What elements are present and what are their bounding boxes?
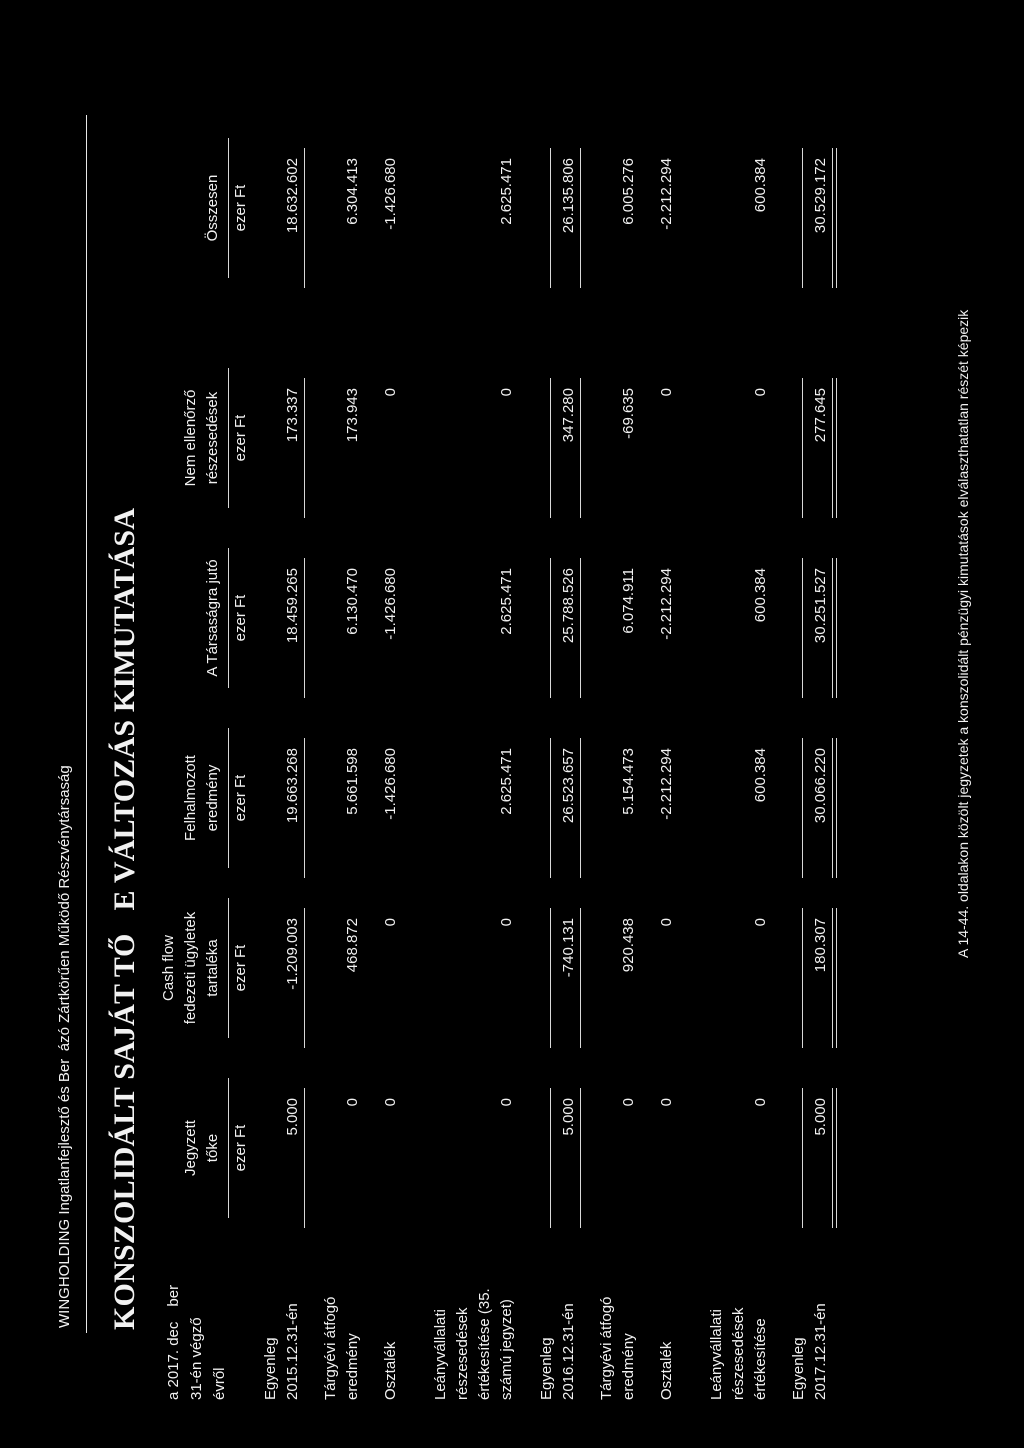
row-label: eredmény (620, 1333, 637, 1400)
column-header-underline (228, 728, 229, 868)
table-cell: 5.000 (284, 1098, 301, 1136)
row-label: értékesítése (752, 1318, 769, 1400)
row-label: 2017.12.31-én (812, 1303, 829, 1400)
row-label: Osztalék (382, 1341, 399, 1400)
subtotal-rule (550, 558, 551, 698)
balance-rule (304, 738, 305, 878)
table-cell: -1.426.680 (382, 748, 399, 820)
table-cell: 19.663.268 (284, 748, 301, 824)
table-cell: 0 (344, 1098, 361, 1107)
table-cell: 5.000 (812, 1098, 829, 1136)
table-cell: 0 (498, 1098, 515, 1107)
table-cell: -1.426.680 (382, 568, 399, 640)
balance-rule (580, 1088, 581, 1228)
period-line-2: 31-én végző (188, 1317, 205, 1400)
subtotal-rule (550, 1088, 551, 1228)
table-cell: 0 (752, 388, 769, 397)
total-double-rule (832, 148, 837, 288)
table-cell: 18.632.602 (284, 158, 301, 234)
table-cell: 25.788.526 (560, 568, 577, 644)
row-label: Tárgyévi átfogó (598, 1296, 615, 1400)
row-label: részesedések (730, 1307, 747, 1400)
table-cell: -2.212.294 (658, 748, 675, 820)
subtotal-rule (802, 908, 803, 1048)
balance-rule (580, 148, 581, 288)
row-label: Tárgyévi átfogó (322, 1296, 339, 1400)
table-cell: 30.529.172 (812, 158, 829, 234)
period-line-3: évről (211, 1367, 228, 1400)
table-cell: -2.212.294 (658, 568, 675, 640)
table-cell: 277.645 (812, 388, 829, 443)
table-cell: 6.130.470 (344, 568, 361, 635)
table-cell: 18.459.265 (284, 568, 301, 644)
table-cell: 0 (382, 1098, 399, 1107)
column-header-line3: tartaléka (204, 939, 221, 997)
table-cell: 0 (658, 1098, 675, 1107)
column-header-line2: fedezeti ügyletek (182, 911, 199, 1025)
table-cell: 0 (498, 918, 515, 927)
subtotal-rule (550, 378, 551, 518)
column-header-underline (228, 898, 229, 1038)
column-unit: ezer Ft (232, 1124, 249, 1172)
row-label: Egyenleg (262, 1337, 279, 1400)
column-header-line3: A Társaságra jutó (204, 559, 221, 677)
column-header-line3: tőke (204, 1133, 221, 1163)
column-header-underline (228, 368, 229, 508)
row-label: 2015.12.31-én (284, 1303, 301, 1400)
table-cell: -740.131 (560, 918, 577, 978)
row-label: Osztalék (658, 1341, 675, 1400)
row-label: Leányvállalati (432, 1309, 449, 1400)
column-header-line3: eredmény (204, 764, 221, 832)
table-cell: 347.280 (560, 388, 577, 443)
table-cell: 600.384 (752, 748, 769, 803)
row-label: 2016.12.31-én (560, 1303, 577, 1400)
table-cell: -1.209.003 (284, 918, 301, 990)
row-label: Egyenleg (538, 1337, 555, 1400)
column-unit: ezer Ft (232, 414, 249, 462)
subtotal-rule (802, 378, 803, 518)
column-header-line1: Cash flow (160, 935, 177, 1001)
table-cell: 5.154.473 (620, 748, 637, 815)
row-label: értékesítése (35. (476, 1288, 493, 1400)
balance-rule (580, 378, 581, 518)
table-cell: 26.135.806 (560, 158, 577, 234)
column-header-line2: Jegyzett (182, 1120, 199, 1176)
period-line-1: a 2017. dec ber (165, 1284, 182, 1400)
row-label: eredmény (344, 1333, 361, 1400)
table-cell: 30.251.527 (812, 568, 829, 644)
table-cell: 0 (620, 1098, 637, 1107)
table-cell: 26.523.657 (560, 748, 577, 824)
table-cell: 0 (658, 918, 675, 927)
table-cell: 920.438 (620, 918, 637, 973)
table-cell: 0 (498, 388, 515, 397)
column-header-underline (228, 1078, 229, 1218)
table-cell: 2.625.471 (498, 158, 515, 225)
subtotal-rule (550, 738, 551, 878)
table-cell: -2.212.294 (658, 158, 675, 230)
column-header-line3: részesedések (204, 391, 221, 485)
table-cell: 180.307 (812, 918, 829, 973)
balance-rule (304, 908, 305, 1048)
column-header-underline (228, 138, 229, 278)
table-cell: 0 (382, 918, 399, 927)
subtotal-rule (550, 148, 551, 288)
column-header-line2: Nem ellenőrző (182, 389, 199, 487)
column-header-underline (228, 548, 229, 688)
column-header-line3: Összesen (204, 174, 221, 242)
subtotal-rule (802, 738, 803, 878)
table-cell: 0 (752, 918, 769, 927)
balance-rule (580, 908, 581, 1048)
total-double-rule (832, 558, 837, 698)
header-rule (86, 115, 87, 1333)
table-cell: 173.943 (344, 388, 361, 443)
company-header: WINGHOLDING Ingatlanfejlesztő és Ber ázó Zártkörűen Működő Részvénytársaság (56, 765, 73, 1328)
subtotal-rule (802, 148, 803, 288)
table-cell: 30.066.220 (812, 748, 829, 824)
total-double-rule (832, 1088, 837, 1228)
table-cell: 6.005.276 (620, 158, 637, 225)
balance-rule (304, 558, 305, 698)
row-label: részesedések (454, 1307, 471, 1400)
column-unit: ezer Ft (232, 774, 249, 822)
balance-rule (304, 148, 305, 288)
table-cell: 173.337 (284, 388, 301, 443)
row-label: számú jegyzet) (498, 1299, 515, 1400)
table-cell: -69.635 (620, 388, 637, 439)
column-unit: ezer Ft (232, 944, 249, 992)
subtotal-rule (802, 558, 803, 698)
table-cell: 600.384 (752, 158, 769, 213)
subtotal-rule (550, 908, 551, 1048)
table-cell: 2.625.471 (498, 568, 515, 635)
table-cell: 6.074.911 (620, 568, 637, 634)
column-header-line2: Felhalmozott (182, 755, 199, 841)
balance-rule (580, 558, 581, 698)
table-cell: 600.384 (752, 568, 769, 623)
statement-title: KONSZOLIDÁLT SAJÁT TŐ E VÁLTOZÁS KIMUTATÁSA (108, 507, 141, 1330)
subtotal-rule (802, 1088, 803, 1228)
table-cell: 0 (752, 1098, 769, 1107)
table-cell: 0 (658, 388, 675, 397)
total-double-rule (832, 378, 837, 518)
column-unit: ezer Ft (232, 184, 249, 232)
column-unit: ezer Ft (232, 594, 249, 642)
table-cell: 0 (382, 388, 399, 397)
total-double-rule (832, 738, 837, 878)
table-cell: 6.304.413 (344, 158, 361, 225)
footnote: A 14-44. oldalakon közölt jegyzetek a konszolidált pénzügyi kimutatások elválaszthatatlan részét képezik (955, 309, 971, 958)
row-label: Egyenleg (790, 1337, 807, 1400)
balance-rule (304, 1088, 305, 1228)
table-cell: 5.661.598 (344, 748, 361, 815)
row-label: Leányvállalati (708, 1309, 725, 1400)
balance-rule (580, 738, 581, 878)
table-cell: 468.872 (344, 918, 361, 973)
table-cell: 2.625.471 (498, 748, 515, 815)
balance-rule (304, 378, 305, 518)
table-cell: 5.000 (560, 1098, 577, 1136)
total-double-rule (832, 908, 837, 1048)
table-cell: -1.426.680 (382, 158, 399, 230)
